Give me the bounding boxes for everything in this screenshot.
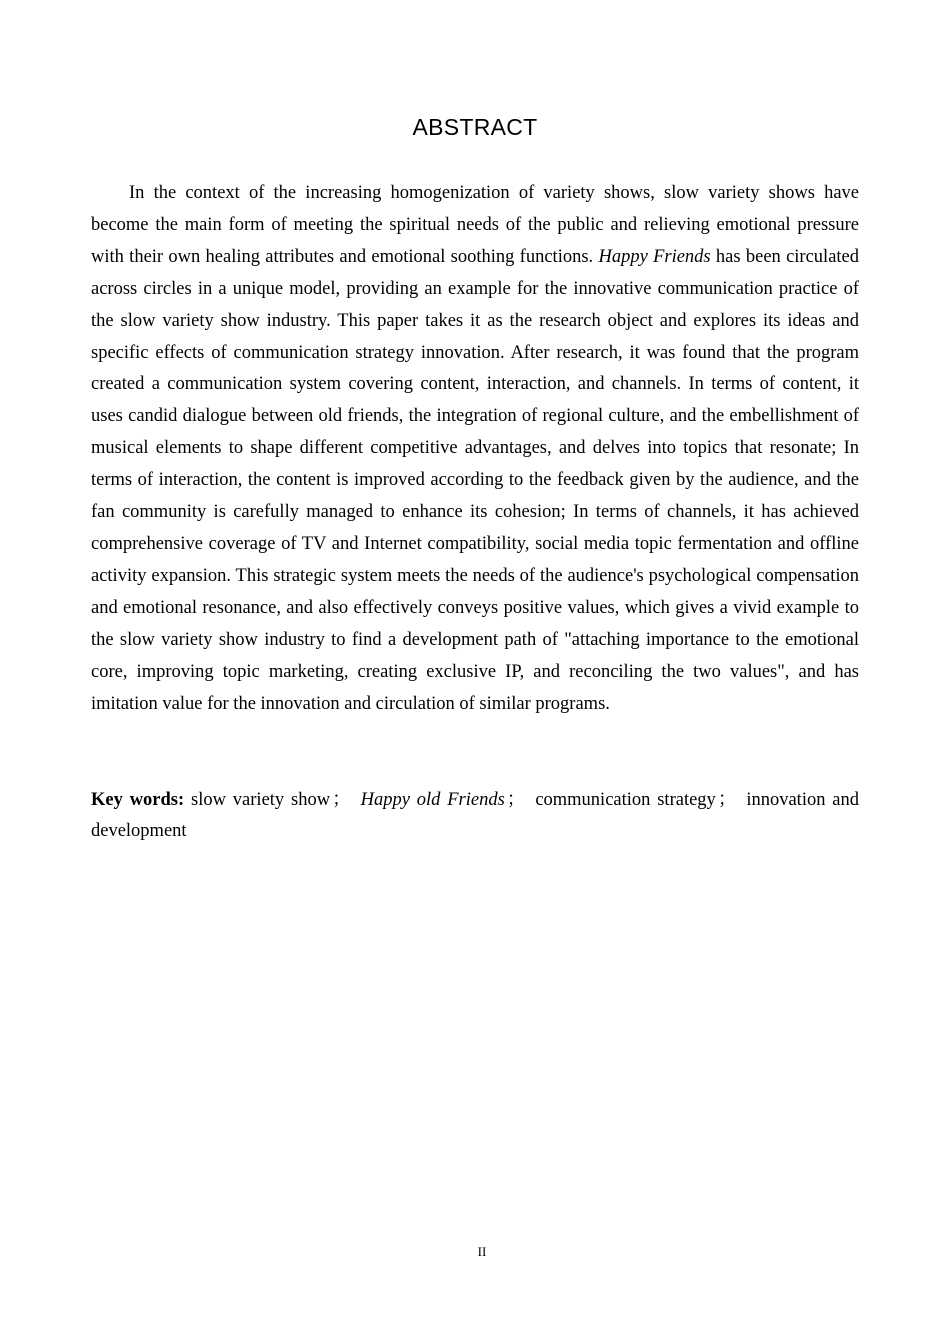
keyword-separator: ； — [717, 790, 737, 810]
keyword-separator: ； — [506, 790, 526, 810]
keywords-line — [91, 785, 859, 847]
keyword-separator: ； — [332, 790, 351, 810]
page-number: II — [477, 1244, 487, 1259]
keyword-4: innovation and development — [91, 790, 860, 841]
keyword-1: slow variety show — [191, 790, 331, 810]
keywords-label: Key words: — [91, 790, 185, 810]
abstract-text-part2: has been circulated across circles in a unique model, providing an example for the innovative communication practice of the slow variety show industry. This paper takes it as the research object and explores its ideas and specific effects of communication strategy innovation. After research, it was found that the program created a communication system covering content, interaction, and channels. In terms of content, it uses candid dialogue between old friends, the integration of regional culture, and the embellishment of musical elements to shape different competitive advantages, and delves into topics that resonate; In terms of interaction, the content is improved according to the feedback given by the audience, and the fan community is carefully managed to enhance its cohesion; In terms of channels, it has achieved comprehensive coverage of TV and Internet compatibility, social media topic fermentation and offline activity expansion. This strategic system meets the needs of the audience's psychological compensation and emotional resonance, and also effectively conveys positive values, which gives a vivid example to the slow variety show industry to find a development path of "attaching importance to the emotional core, improving topic marketing, creating exclusive IP, and reconciling the two values", and has imitation value for the innovation and circulation of similar programs. — [91, 246, 860, 714]
abstract-paragraph — [91, 178, 859, 720]
abstract-title: ABSTRACT — [412, 114, 538, 140]
keyword-3: communication strategy — [535, 790, 716, 810]
keyword-2: Happy old Friends — [360, 790, 505, 810]
program-title-italic: Happy Friends — [598, 246, 711, 267]
abstract-text-part1: In the context of the increasing homogenization of variety shows, slow variety shows have become the main form of meeting the spiritual needs of the public and relieving emotional pressure with their own healing attributes and emotional soothing functions. — [91, 183, 859, 267]
